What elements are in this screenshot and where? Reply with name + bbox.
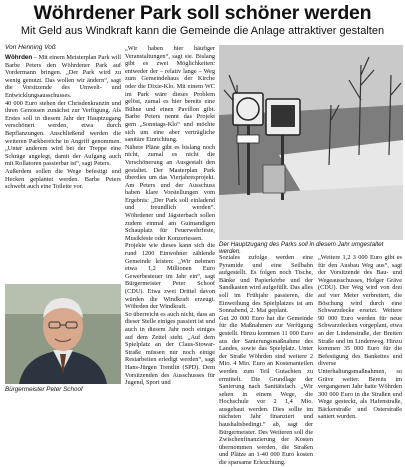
headline: Wöhrdener Park soll schöner werden (33, 2, 372, 24)
byline: Von Henning Voß (5, 44, 56, 51)
paragraph: 40 000 Euro stehen der Chrisdenkranzin und ihren Genossen zunächst zur Verfügung. Als Erstes soll in diesem Jahr der Hauptzugang verschönert werden, etwa durch Bepflanzungen. Anschließend werden die weiteren Parkbereiche in Angriff genommen. „Unter anderem wird bei der Treppe eine Schräge angelegt, damit der Aufgang auch mit Rollatoren passierbar ist“, sagt Peters. (5, 99, 121, 168)
article-column-4 (318, 254, 402, 421)
article-column-3 (219, 254, 313, 467)
subheadline: Mit Geld aus Windkraft kann die Gemeinde die Anlage attraktiver gestalten (20, 25, 385, 37)
paragraph: So überreicht es auch nicht, dass an dieser Stelle einiges passiert ist und auch in diesem Jahr noch einiges auf dem Zettel steht. „Auf dem Spielplatz an der Claus-Stowar-Straße müssen nur noch einige Restarbeiten erledigt werden“, sagt Hans-Jürgen Trentlin (SPD). Dem Vorsitzenden des Ausschusses für Jugend, Sport und (125, 310, 215, 387)
paragraph: Nähere Pläne gibt es bislang noch nicht, zumal es nicht die Verschönerung an Ausgestalt den gestaltet. Der Masterplan Park überdies um das Vierjahresprojekt. Am Peters und der Ausschuss haben klare Vorstellungen vom Ergebnis: „Der Park soll einladend und freundlich werden“. Wöhrdener und Jägsterbach sollen zudem einmal am Guimandigen Schauplatz für Feuerwehrfeste, Musikfeste oder Konzertessen. (125, 143, 215, 242)
article-column-1 (5, 54, 121, 282)
mayor-portrait-photo (5, 284, 121, 384)
paragraph: „Weitere 1,2 3 000 Euro gibt es für den Ausbau Weg aus“, sagt der Vorsitzende des Bau- und Wegeausschusses, Holger Gräve (CDU). Der Weg wird von drei auf vier Meter verbreitert, die Böschung wird durch eine Schwarzdecke ersetzt. Weitere 90 000 Euro werden für neue Schwarzdecken vorgeplant, etwa an der Lindenstraße, der Breiten Straße und im Lindenweg. Hinzu kommen 35 000 Euro für die Befestigung des Bankettes und diverse Unterhaltungsmaßnahmen, so Gräve weiter. Bereits im vergangenen Jahr hatte Wöhrden 300 000 Euro in die Straßen und Wege gesteckt, als Hafenstraße, Bäckerstraße und Osterstraße saniert wurden. (318, 254, 402, 421)
paragraph: Außerdem sollen die Wege befestigt und Hecken geplantet werden. Barbe Peters schwebt auch eine Toilette vor. (5, 167, 121, 191)
dateline: Wöhrden (5, 54, 33, 61)
article-column-2 (125, 45, 215, 391)
photo-caption: Der Hauptzugang des Parks soll in diesem Jahr umgestaltet werden. (219, 241, 384, 255)
park-entrance-photo (219, 45, 403, 240)
paragraph: Soziales zufolge werden eine Pyramide und eine Seilbahn aufgestellt. Es folgen noch Tische, Bänke und Papierkörbe und der Sandkasten wird aufgefüllt. Das alles soll im Frühjahr passieren, die Einweihung des Spielplatzes ist am Sonnabend, 2. Mai geplant. (219, 254, 313, 315)
paragraph: Gut 20 000 Euro hat die Gemeinde für die Maßnahmen zur Verfügung gestellt. Hinzu kommen 11 000 Euro aus der Sanierungsmaßnahme des Landes, sowie das Spielplatz. Unter der Straße Wöhrden sind weitere 2 Mio. 4 Mio. Euro an Kostenanteilen werden zum Teil Gutachten zu ermittelt. Die Grundlage der Sanierung nach Sanitätsfach. „Wir sehen in einem Wege, die Hochschule vor 2 1,4 Mio. ausgebaut werden. Dies sollte im nächsten Jahr finanziert und haushaltsbedingt.“ ab, sagt der Bürgermeister. Des Weiteren soll die Zwischenfinanzierung der Kosten übernommen werden, die Straßen und Plätze an 1-40 000 Euro kosten die sparsame Erleuchtung. (219, 314, 313, 467)
paragraph: „Wir haben hier häufiger Veranstaltungen“, sagt sie. Bislang gibt es zwei Möglichkeiten: entweder der – relativ lange – Weg zum Gemeindehaus der Kirche oder die Dixie-Klo. Mit einem WC im Park wäre dieses Problem gelöst, zumal es hier bereits eine Bühne und einen Pavillon gibt. Barbe Peters nennt das Projekt gern „Sonntags-Klo“ und möchte sich um eine aber verträgliche sanitäre Einrichtung. (125, 45, 215, 144)
photo-caption: Bürgermeister Peter Schoof (5, 386, 83, 393)
paragraph: Projekte wie dieses kann sich die rund 1200 Einwohner zählende Gemeinde leisten: „Wir nehmen etwa 1,2 Millionen Euro Gewerbesteuer im Jahr ein“, sagt Bürgermeister Peter Schoof (CDU). Etwa zwei Drittel davon würden die Windkraft erzeugt. Wöhrden der Windkraft. (125, 242, 215, 311)
paragraph: Wöhrden – Mit einem Meisterplan Park will Barbe Peters den Wöhrdener Park auf Vordermann bringen. „Der Park wird zu wenig genutzt. Das wollen wir ändern“, sagt die Vorsitzende des Umwelt- und Entwicklungsausschusses. (5, 54, 121, 99)
